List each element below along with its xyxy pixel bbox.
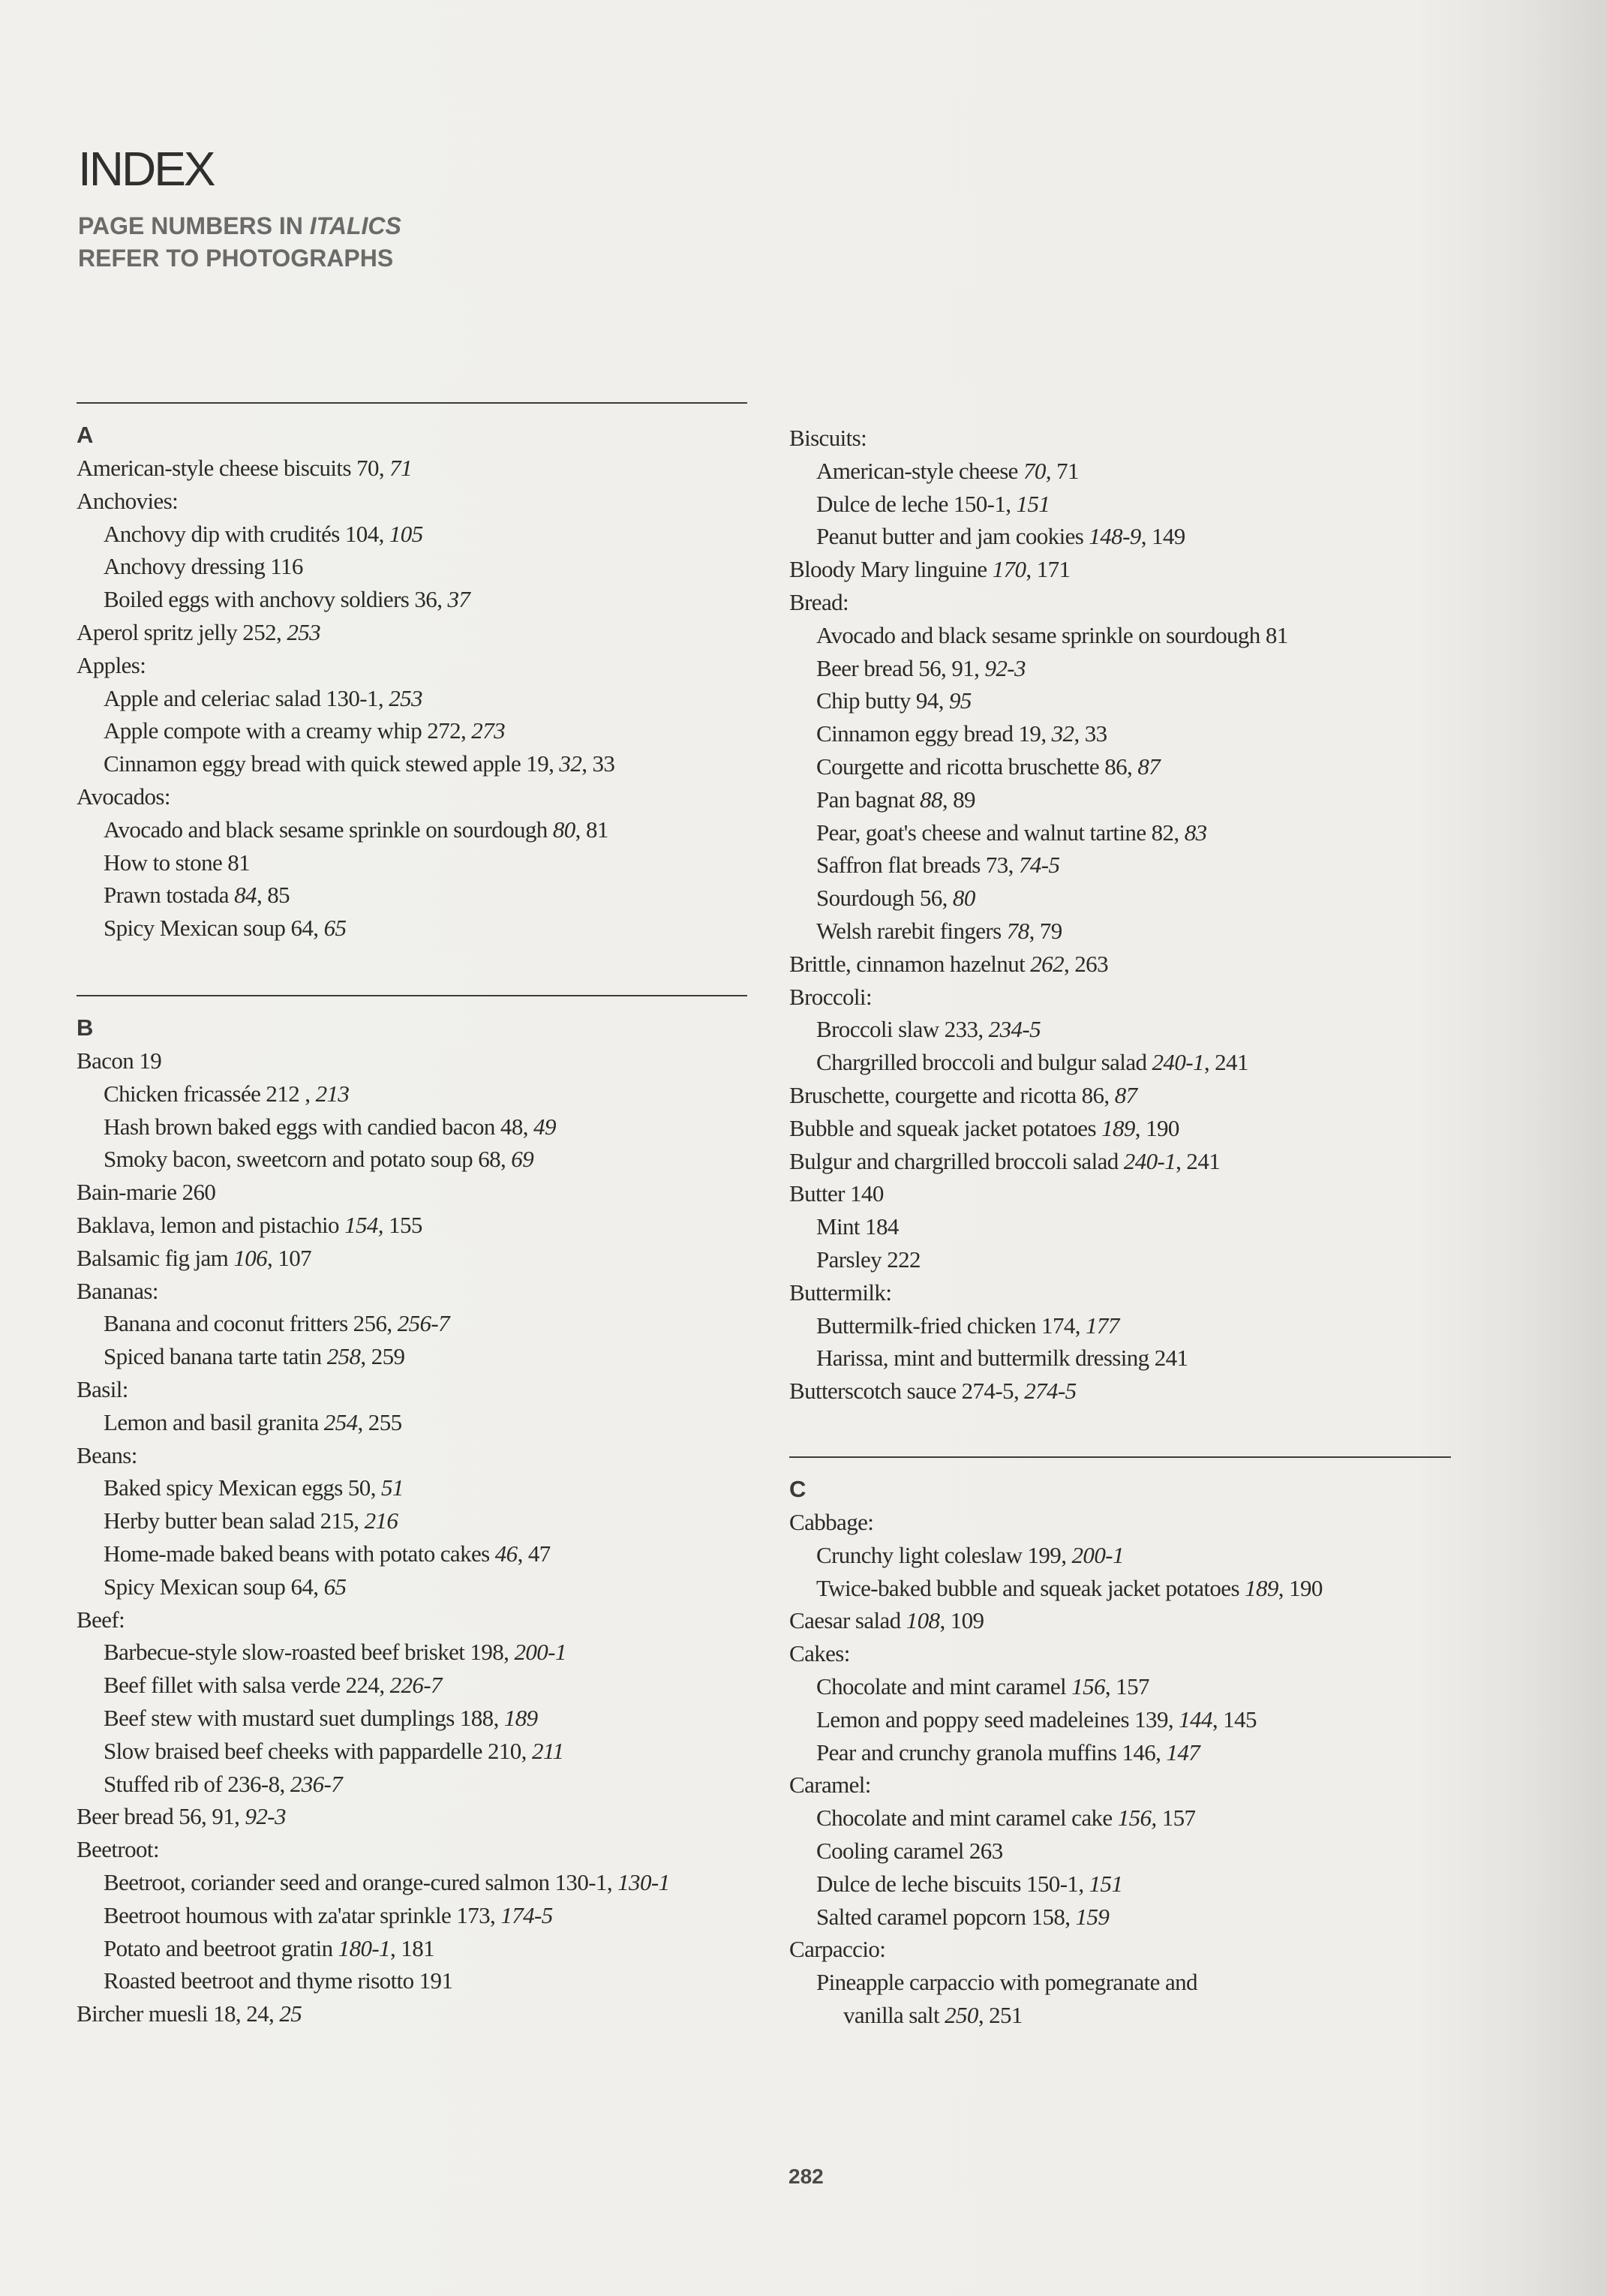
- index-entry: [77, 452, 752, 485]
- photo-page-ref: 69: [511, 1146, 534, 1173]
- entry-page-ref: , 251: [978, 2001, 1023, 2028]
- index-entry: [77, 1242, 752, 1275]
- entry-text: Chocolate and mint caramel: [816, 1672, 1072, 1699]
- entry-text: American-style cheese biscuits 70,: [77, 455, 390, 481]
- index-subentry: [77, 518, 752, 551]
- index-subentry: [789, 455, 1464, 488]
- index-entry: [77, 1603, 752, 1636]
- entry-text: Potato and beetroot gratin: [104, 1934, 338, 1961]
- photo-page-ref: 159: [1075, 1903, 1110, 1930]
- entry-text: Pear, goat's cheese and walnut tartine 82,: [816, 819, 1185, 846]
- index-subentry: [77, 1702, 752, 1735]
- index-subentry: [77, 912, 752, 945]
- photo-page-ref: 92-3: [984, 654, 1026, 681]
- entry-text: Anchovy dressing 116: [104, 553, 303, 580]
- entry-text: Roasted beetroot and thyme risotto 191: [104, 1967, 453, 1994]
- index-subentry: [789, 1539, 1464, 1572]
- entry-page-ref: , 79: [1029, 917, 1062, 944]
- entry-page-ref: , 33: [1074, 720, 1107, 747]
- index-subentry: [77, 1307, 752, 1340]
- index-entry: [789, 1177, 1464, 1210]
- entry-text: Bananas:: [77, 1277, 158, 1304]
- photo-page-ref: 87: [1114, 1081, 1137, 1108]
- entry-text: Twice-baked bubble and squeak jacket potatoes: [816, 1574, 1245, 1601]
- subtitle-italics-word: ITALICS: [309, 212, 401, 239]
- index-entry: [77, 1044, 752, 1077]
- entry-text: Salted caramel popcorn 158,: [816, 1903, 1076, 1930]
- section-letter: B: [77, 1014, 94, 1041]
- entry-text: Banana and coconut fritters 256,: [104, 1310, 398, 1337]
- index-entry: [77, 616, 752, 649]
- entry-text: Parsley 222: [816, 1246, 921, 1273]
- entry-text: Bread:: [789, 588, 849, 615]
- entry-text: Lemon and basil granita: [104, 1408, 324, 1435]
- photo-page-ref: 87: [1137, 753, 1161, 780]
- entry-text: Chip butty 94,: [816, 687, 950, 714]
- index-subentry: [77, 747, 752, 780]
- index-subentry: [77, 550, 752, 583]
- entry-text: Butter 140: [789, 1180, 884, 1207]
- photo-page-ref: 253: [389, 684, 422, 711]
- index-subentry: [789, 915, 1464, 948]
- index-subentry: [77, 1471, 752, 1504]
- index-subentry: [789, 652, 1464, 685]
- photo-page-ref: 174-5: [500, 1901, 553, 1928]
- entry-text: Butterscotch sauce 274-5,: [789, 1378, 1025, 1405]
- entry-list: [789, 422, 1464, 1408]
- index-subentry: [77, 1570, 752, 1603]
- index-subentry: [789, 1670, 1464, 1703]
- entry-text: Dulce de leche biscuits 150-1,: [816, 1870, 1089, 1897]
- photo-page-ref: 250: [945, 2001, 978, 2028]
- entry-page-ref: , 145: [1212, 1705, 1257, 1733]
- subtitle-prefix: PAGE NUMBERS IN: [78, 212, 310, 239]
- section-rule: [789, 1456, 1451, 1458]
- entry-text: Boiled eggs with anchovy soldiers 36,: [104, 586, 448, 613]
- entry-page-ref: , 241: [1203, 1049, 1248, 1076]
- index-subentry: [77, 813, 752, 846]
- photo-page-ref: 83: [1184, 819, 1207, 846]
- index-subentry: [77, 682, 752, 715]
- photo-page-ref: 189: [1101, 1114, 1135, 1141]
- entry-text: Broccoli slaw 233,: [816, 1016, 989, 1043]
- photo-page-ref: 144: [1179, 1705, 1212, 1733]
- index-entry: [77, 485, 752, 518]
- entry-page-ref: , 157: [1104, 1672, 1149, 1699]
- entry-text: Herby butter bean salad 215,: [104, 1507, 365, 1534]
- entry-text: Beef:: [77, 1606, 125, 1633]
- entry-text: Pan bagnat: [816, 786, 921, 813]
- entry-page-ref: , 263: [1063, 950, 1108, 977]
- entry-text: Pear and crunchy granola muffins 146,: [816, 1739, 1167, 1766]
- index-subentry: [789, 520, 1464, 553]
- entry-text: Beetroot houmous with za'atar sprinkle 173,: [104, 1901, 501, 1928]
- entry-text: Smoky bacon, sweetcorn and potato soup 68,: [104, 1146, 512, 1173]
- index-subentry: [77, 1340, 752, 1373]
- photo-page-ref: 151: [1016, 490, 1050, 517]
- photo-page-ref: 273: [471, 717, 505, 744]
- index-subentry: [789, 1999, 1464, 2032]
- index-entry: [789, 1375, 1464, 1408]
- entry-text: Harissa, mint and buttermilk dressing 241: [816, 1345, 1188, 1372]
- entry-text: Anchovy dip with crudités 104,: [104, 520, 389, 547]
- index-subentry: [789, 1868, 1464, 1901]
- photo-page-ref: 88: [920, 786, 942, 813]
- index-entry: [789, 586, 1464, 619]
- page-number: 282: [788, 2165, 824, 2188]
- photo-page-ref: 37: [447, 586, 470, 613]
- photo-page-ref: 92-3: [245, 1803, 286, 1830]
- entry-text: Cinnamon eggy bread with quick stewed apple 19,: [104, 750, 560, 777]
- entry-text: Bruschette, courgette and ricotta 86,: [789, 1081, 1115, 1108]
- entry-text: Avocados:: [77, 783, 170, 810]
- photo-page-ref: 80: [552, 816, 575, 843]
- section-rule: [77, 995, 747, 996]
- entry-text: Prawn tostada: [104, 882, 235, 909]
- index-entry: [77, 1800, 752, 1833]
- photo-page-ref: 49: [533, 1113, 556, 1140]
- entry-text: Courgette and ricotta bruschette 86,: [816, 753, 1138, 780]
- index-subentry: [789, 1901, 1464, 1934]
- entry-text: Cakes:: [789, 1640, 850, 1667]
- entry-text: Cooling caramel 263: [816, 1837, 1003, 1864]
- index-subentry: [77, 1669, 752, 1702]
- entry-list: [77, 1044, 752, 2030]
- photo-page-ref: 226-7: [389, 1672, 442, 1699]
- index-subentry: [789, 1802, 1464, 1835]
- entry-text: Brittle, cinnamon hazelnut: [789, 950, 1031, 977]
- index-subentry: [77, 583, 752, 616]
- index-subentry: [77, 1964, 752, 1997]
- entry-text: Broccoli:: [789, 983, 872, 1010]
- photo-page-ref: 240-1: [1123, 1147, 1176, 1174]
- photo-page-ref: 84: [234, 882, 257, 909]
- entry-text: Balsamic fig jam: [77, 1244, 234, 1271]
- index-subentry: [789, 1736, 1464, 1769]
- entry-page-ref: , 149: [1140, 523, 1185, 550]
- entry-text: Apple compote with a creamy whip 272,: [104, 717, 472, 744]
- index-subentry: [77, 1866, 752, 1899]
- index-subentry: [789, 1342, 1464, 1375]
- entry-text: Barbecue-style slow-roasted beef brisket 198,: [104, 1639, 515, 1666]
- entry-text: Welsh rarebit fingers: [816, 917, 1007, 944]
- index-entry: [789, 422, 1464, 455]
- index-subentry: [789, 1210, 1464, 1243]
- index-subentry: [77, 1636, 752, 1669]
- photo-page-ref: 65: [323, 1573, 347, 1600]
- photo-page-ref: 156,: [1117, 1805, 1157, 1832]
- photo-page-ref: 105: [389, 520, 423, 547]
- index-subentry: [77, 879, 752, 912]
- photo-page-ref: 151: [1089, 1870, 1123, 1897]
- photo-page-ref: 147: [1166, 1739, 1200, 1766]
- entry-text: Bloody Mary linguine: [789, 556, 993, 583]
- entry-text: Apples:: [77, 651, 146, 678]
- index-subentry: [77, 1504, 752, 1537]
- entry-text: Apple and celeriac salad 130-1,: [104, 684, 389, 711]
- index-subentry: [789, 1243, 1464, 1276]
- entry-text: How to stone 81: [104, 849, 251, 876]
- entry-text: Chargrilled broccoli and bulgur salad: [816, 1049, 1152, 1076]
- entry-page-ref: , 255: [357, 1408, 402, 1435]
- index-entry: [789, 1769, 1464, 1802]
- entry-text: Beer bread 56, 91,: [816, 654, 985, 681]
- entry-text: Pineapple carpaccio with pomegranate and: [816, 1969, 1197, 1996]
- entry-text: Buttermilk:: [789, 1279, 892, 1306]
- photo-page-ref: 70,: [1023, 457, 1051, 484]
- entry-text: vanilla salt: [843, 2001, 945, 2028]
- entry-text: Beans:: [77, 1441, 137, 1468]
- subtitle-line-2: REFER TO PHOTOGRAPHS: [78, 245, 394, 272]
- photo-page-ref: 130-1: [617, 1868, 670, 1895]
- entry-page-ref: , 171: [1026, 556, 1071, 583]
- entry-text: American-style cheese: [816, 457, 1023, 484]
- entry-list: [77, 452, 752, 945]
- section-c: [789, 1456, 1464, 2032]
- photo-page-ref: 236-7: [290, 1770, 343, 1797]
- photo-page-ref: 213: [315, 1080, 350, 1107]
- photo-page-ref: 254: [323, 1408, 358, 1435]
- entry-text: Bacon 19: [77, 1047, 162, 1074]
- index-entry: [789, 1112, 1464, 1145]
- index-entry: [77, 1373, 752, 1406]
- index-entry: [789, 1276, 1464, 1309]
- photo-page-ref: 154,: [344, 1211, 383, 1238]
- photo-page-ref: 32: [1051, 720, 1074, 747]
- entry-text: Home-made baked beans with potato cakes: [104, 1540, 495, 1567]
- entry-page-ref: , 190: [1278, 1574, 1323, 1601]
- index-subentry: [77, 1932, 752, 1965]
- entry-text: Cinnamon eggy bread 19,: [816, 720, 1052, 747]
- photo-page-ref: 234-5: [988, 1016, 1041, 1043]
- entry-page-ref: 157: [1156, 1805, 1196, 1832]
- photo-page-ref: 253: [287, 618, 321, 645]
- index-entry: [77, 1209, 752, 1242]
- section-a: [77, 402, 752, 945]
- entry-text: Chicken fricassée 212 ,: [104, 1080, 316, 1107]
- entry-page-ref: , 81: [575, 816, 608, 843]
- photo-page-ref: 211: [531, 1737, 564, 1764]
- index-subentry: [789, 1046, 1464, 1079]
- entry-page-ref: , 107: [267, 1244, 312, 1271]
- photo-page-ref: 65: [323, 915, 347, 942]
- index-subentry: [77, 1537, 752, 1570]
- entry-text: Bubble and squeak jacket potatoes: [789, 1114, 1102, 1141]
- index-subentry: [77, 1143, 752, 1176]
- index-subentry: [789, 1572, 1464, 1605]
- entry-page-ref: , 190: [1134, 1114, 1179, 1141]
- entry-text: Basil:: [77, 1375, 128, 1402]
- entry-page-ref: , 241: [1176, 1147, 1221, 1174]
- index-entry: [789, 1506, 1464, 1539]
- photo-page-ref: 262: [1030, 950, 1064, 977]
- photo-page-ref: 200-1: [1071, 1541, 1124, 1568]
- photo-page-ref: 256-7: [397, 1310, 450, 1337]
- photo-page-ref: 170: [992, 556, 1026, 583]
- index-entry: [77, 1833, 752, 1866]
- photo-page-ref: 148-9: [1089, 523, 1141, 550]
- index-subentry: [77, 1406, 752, 1439]
- index-entry: [789, 1933, 1464, 1966]
- photo-page-ref: 78: [1006, 917, 1029, 944]
- index-entry: [789, 948, 1464, 981]
- photo-page-ref: 258: [326, 1343, 361, 1370]
- entry-text: Lemon and poppy seed madeleines 139,: [816, 1705, 1179, 1733]
- index-subentry: [77, 1735, 752, 1768]
- index-entry: [77, 780, 752, 813]
- entry-text: Baked spicy Mexican eggs 50,: [104, 1474, 382, 1501]
- photo-page-ref: 200-1: [514, 1639, 566, 1666]
- index-subentry: [789, 882, 1464, 915]
- photo-page-ref: 95: [949, 687, 972, 714]
- index-subentry: [789, 1835, 1464, 1868]
- index-subentry: [789, 1309, 1464, 1342]
- entry-text: Crunchy light coleslaw 199,: [816, 1541, 1072, 1568]
- index-subentry: [789, 783, 1464, 816]
- entry-text: Carpaccio:: [789, 1936, 886, 1963]
- entry-text: Beef stew with mustard suet dumplings 188,: [104, 1704, 504, 1731]
- index-entry: [789, 553, 1464, 586]
- entry-text: Avocado and black sesame sprinkle on sourdough: [104, 816, 553, 843]
- index-subentry: [789, 750, 1464, 783]
- index-subentry: [789, 684, 1464, 717]
- index-entry: [789, 1079, 1464, 1112]
- index-entry: [789, 1145, 1464, 1178]
- entry-text: Beetroot, coriander seed and orange-cured salmon 130-1,: [104, 1868, 618, 1895]
- photo-page-ref: 216: [364, 1507, 398, 1534]
- section-letter: C: [789, 1476, 807, 1502]
- entry-page-ref: , 89: [942, 786, 975, 813]
- index-subtitle: [78, 210, 401, 275]
- entry-text: Hash brown baked eggs with candied bacon 48,: [104, 1113, 534, 1140]
- entry-page-ref: , 47: [517, 1540, 551, 1567]
- entry-page-ref: 71: [1050, 457, 1079, 484]
- entry-text: Avocado and black sesame sprinkle on sourdough 81: [816, 621, 1288, 648]
- index-subentry: [789, 717, 1464, 750]
- section-letter: A: [77, 422, 94, 448]
- photo-page-ref: 106: [233, 1244, 268, 1271]
- section-b: [77, 995, 752, 2030]
- index-subentry: [789, 1013, 1464, 1046]
- entry-text: Beetroot:: [77, 1836, 159, 1863]
- photo-page-ref: 74-5: [1018, 852, 1060, 879]
- entry-page-ref: , 33: [581, 750, 615, 777]
- entry-text: Sourdough 56,: [816, 885, 953, 912]
- section-rule: [77, 402, 747, 404]
- photo-page-ref: 71: [389, 455, 412, 481]
- entry-page-ref: , 259: [360, 1343, 405, 1370]
- index-subentry: [789, 1966, 1464, 1999]
- index-entry: [77, 1275, 752, 1308]
- index-subentry: [789, 488, 1464, 521]
- subtitle-line-1: [78, 210, 401, 242]
- entry-text: Chocolate and mint caramel cake: [816, 1805, 1118, 1832]
- entry-text: Mint 184: [816, 1213, 899, 1240]
- entry-text: Biscuits:: [789, 425, 867, 451]
- entry-text: Aperol spritz jelly 252,: [77, 618, 287, 645]
- entry-text: Beer bread 56, 91,: [77, 1803, 245, 1830]
- index-subentry: [789, 1703, 1464, 1736]
- photo-page-ref: 32: [559, 750, 582, 777]
- photo-page-ref: 80: [952, 885, 975, 912]
- entry-page-ref: , 85: [256, 882, 290, 909]
- index-entry: [789, 1604, 1464, 1637]
- photo-page-ref: 189: [503, 1704, 538, 1731]
- entry-text: Saffron flat breads 73,: [816, 852, 1019, 879]
- index-subentry: [77, 1899, 752, 1932]
- index-subentry: [77, 1768, 752, 1801]
- section-b-continued: [789, 422, 1464, 1408]
- photo-page-ref: 156: [1071, 1672, 1105, 1699]
- photo-page-ref: 180-1: [338, 1934, 390, 1961]
- index-entry: [77, 1997, 752, 2030]
- index-subentry: [77, 1077, 752, 1110]
- entry-page-ref: 155: [383, 1211, 422, 1238]
- photo-page-ref: 51: [381, 1474, 404, 1501]
- index-subentry: [789, 619, 1464, 652]
- entry-text: Bulgur and chargrilled broccoli salad: [789, 1147, 1124, 1174]
- entry-text: Caramel:: [789, 1772, 871, 1799]
- entry-text: Baklava, lemon and pistachio: [77, 1211, 345, 1238]
- index-entry: [789, 981, 1464, 1014]
- photo-page-ref: 189: [1245, 1574, 1278, 1601]
- entry-list: [789, 1506, 1464, 2032]
- index-subentry: [77, 846, 752, 879]
- index-subentry: [77, 714, 752, 747]
- index-entry: [77, 1176, 752, 1209]
- entry-text: Buttermilk-fried chicken 174,: [816, 1312, 1086, 1339]
- entry-text: Bain-marie 260: [77, 1179, 216, 1206]
- entry-text: Spicy Mexican soup 64,: [104, 915, 324, 942]
- index-subentry: [77, 1110, 752, 1143]
- index-subentry: [789, 849, 1464, 882]
- index-entry: [77, 1439, 752, 1472]
- entry-text: Caesar salad: [789, 1607, 906, 1634]
- entry-text: Beef fillet with salsa verde 224,: [104, 1672, 390, 1699]
- photo-page-ref: 274-5: [1024, 1378, 1077, 1405]
- photo-page-ref: 108: [906, 1607, 940, 1634]
- entry-text: Stuffed rib of 236-8,: [104, 1770, 290, 1797]
- index-title: INDEX: [78, 142, 214, 196]
- photo-page-ref: 240-1: [1152, 1049, 1204, 1076]
- entry-text: Spicy Mexican soup 64,: [104, 1573, 324, 1600]
- photo-page-ref: 177: [1086, 1312, 1119, 1339]
- index-entry: [77, 649, 752, 682]
- photo-page-ref: 46: [494, 1540, 518, 1567]
- entry-page-ref: , 181: [390, 1934, 435, 1961]
- entry-page-ref: , 109: [939, 1607, 984, 1634]
- entry-text: Peanut butter and jam cookies: [816, 523, 1089, 550]
- index-entry: [789, 1637, 1464, 1670]
- entry-text: Cabbage:: [789, 1509, 874, 1535]
- entry-text: Anchovies:: [77, 487, 179, 514]
- entry-text: Spiced banana tarte tatin: [104, 1343, 327, 1370]
- entry-text: Slow braised beef cheeks with pappardelle 210,: [104, 1737, 532, 1764]
- photo-page-ref: 25: [279, 2000, 302, 2027]
- entry-text: Dulce de leche 150-1,: [816, 490, 1017, 517]
- entry-text: Bircher muesli 18, 24,: [77, 2000, 280, 2027]
- index-subentry: [789, 816, 1464, 849]
